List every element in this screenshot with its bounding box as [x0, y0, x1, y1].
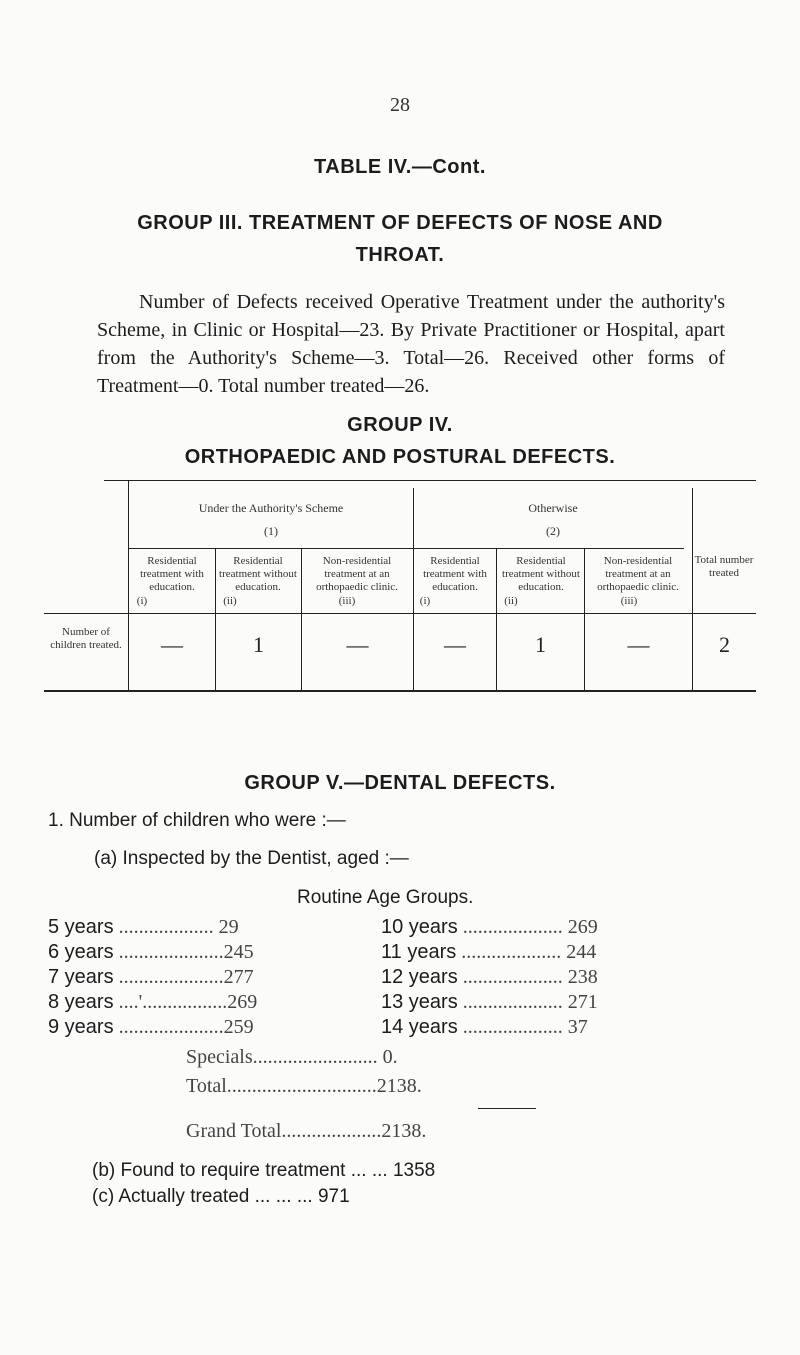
col-header-label: Residential treatment without education. — [219, 555, 297, 593]
age-label: 5 years — [48, 916, 114, 938]
age-row-right — [381, 916, 598, 939]
age-value: 37 — [562, 1016, 588, 1038]
age-row-left — [48, 966, 254, 989]
col-header-num: (i) — [419, 595, 431, 607]
age-row-right — [381, 991, 598, 1014]
age-label: 7 years — [48, 966, 114, 988]
group4-title-line2: ORTHOPAEDIC AND POSTURAL DEFECTS. — [184, 446, 616, 468]
age-dots: ..................... — [113, 966, 224, 988]
col-header-num: (iii) — [338, 595, 356, 607]
table-cell: — — [346, 632, 369, 657]
age-value: 269 — [562, 916, 598, 938]
age-label: 9 years — [48, 1016, 114, 1038]
table-cell: — — [627, 632, 650, 657]
item-1a: (a) Inspected by the Dentist, aged :— — [94, 848, 409, 869]
total-rule — [478, 1108, 536, 1109]
age-label: 11 years — [381, 941, 457, 963]
table-header-rule — [44, 613, 756, 614]
group3-title-line2: THROAT. — [355, 244, 445, 266]
age-row-left — [48, 916, 239, 939]
total-line: Total..............................2138. — [186, 1075, 422, 1097]
age-row-right — [381, 966, 598, 989]
age-value: 269 — [227, 991, 258, 1013]
under-scheme-header: Under the Authority's Scheme — [198, 501, 344, 515]
age-value: 271 — [562, 991, 598, 1013]
table-total-cell: 2 — [719, 632, 730, 657]
age-label: 8 years — [48, 991, 114, 1013]
table-cell: — — [444, 632, 466, 657]
group3-title-line1: GROUP III. TREATMENT OF DEFECTS OF NOSE AND — [137, 212, 663, 234]
item-1: 1. Number of children who were :— — [48, 810, 346, 831]
age-row-right — [381, 1016, 588, 1039]
age-dots: .................... — [457, 916, 563, 938]
table-vline — [496, 548, 497, 692]
age-label: 14 years — [381, 1016, 458, 1038]
col-header-num: (i) — [136, 595, 148, 607]
age-dots: .................... — [457, 991, 563, 1013]
otherwise-num: (2) — [546, 524, 560, 538]
table-cell: — — [161, 632, 183, 657]
table-top-rule — [104, 480, 756, 481]
table-vline — [692, 488, 693, 692]
col-header-label: Residential treatment with education. — [423, 555, 487, 593]
age-value: 238 — [562, 966, 598, 988]
age-label: 6 years — [48, 941, 114, 963]
col-header-label: Residential treatment with education. — [140, 555, 204, 593]
age-row-left — [48, 991, 257, 1014]
age-row-right — [381, 941, 596, 964]
table-heading: TABLE IV.—Cont. — [314, 156, 486, 178]
table-vline — [215, 548, 216, 692]
age-dots: .................... — [457, 966, 563, 988]
under-scheme-num: (1) — [264, 524, 278, 538]
page-number: 28 — [390, 94, 410, 116]
col-header-label: Residential treatment without education. — [502, 555, 580, 593]
col-header-num: (iii) — [620, 595, 638, 607]
routine-heading: Routine Age Groups. — [297, 887, 474, 908]
age-dots: .................... — [456, 941, 562, 963]
age-row-left — [48, 941, 254, 964]
specials-line: Specials......................... 0. — [186, 1046, 398, 1068]
table-cell: 1 — [535, 632, 546, 657]
age-label: 10 years — [381, 916, 458, 938]
table-cell: 1 — [253, 632, 264, 657]
age-value: 244 — [561, 941, 597, 963]
item-c: (c) Actually treated ... ... ... 971 — [92, 1186, 350, 1207]
age-value: 29 — [213, 916, 239, 938]
group5-title: GROUP V.—DENTAL DEFECTS. — [244, 772, 556, 794]
orthopaedic-table — [44, 480, 756, 692]
age-value: 259 — [223, 1016, 254, 1038]
group3-paragraph: Number of Defects received Operative Treatment under the authority's Scheme, in Clinic or Hospital—23. By Private Practitioner or Hospital, apart from the Authority's Scheme—3. Total—26. Received other forms of Treatment—0. Total number treated—26. — [97, 291, 725, 397]
row-label: Number of children treated. — [50, 626, 122, 651]
age-value: 245 — [223, 941, 254, 963]
table-bottom-rule — [44, 690, 756, 692]
age-row-left — [48, 1016, 254, 1039]
col-header-label: Non-residential treatment at an orthopaedic clinic. — [316, 555, 398, 593]
col-header-label: Non-residential treatment at an orthopaedic clinic. — [597, 555, 679, 593]
col-header-num: (ii) — [223, 595, 237, 607]
age-dots: .................... — [457, 1016, 563, 1038]
age-dots: ....'................. — [113, 991, 228, 1013]
col-header-num: (ii) — [504, 595, 518, 607]
age-dots: ................... — [113, 916, 214, 938]
table-vline — [413, 488, 414, 692]
age-value: 277 — [223, 966, 254, 988]
otherwise-header: Otherwise — [528, 501, 578, 515]
age-label: 13 years — [381, 991, 458, 1013]
grand-total-line: Grand Total....................2138. — [186, 1120, 427, 1142]
total-header: Total number treated — [694, 554, 754, 579]
age-dots: ..................... — [113, 1016, 224, 1038]
item-b: (b) Found to require treatment ... ... 1358 — [92, 1160, 436, 1181]
table-subheader-rule — [129, 548, 684, 549]
age-label: 12 years — [381, 966, 458, 988]
age-dots: ..................... — [113, 941, 224, 963]
group4-title-line1: GROUP IV. — [347, 414, 453, 436]
